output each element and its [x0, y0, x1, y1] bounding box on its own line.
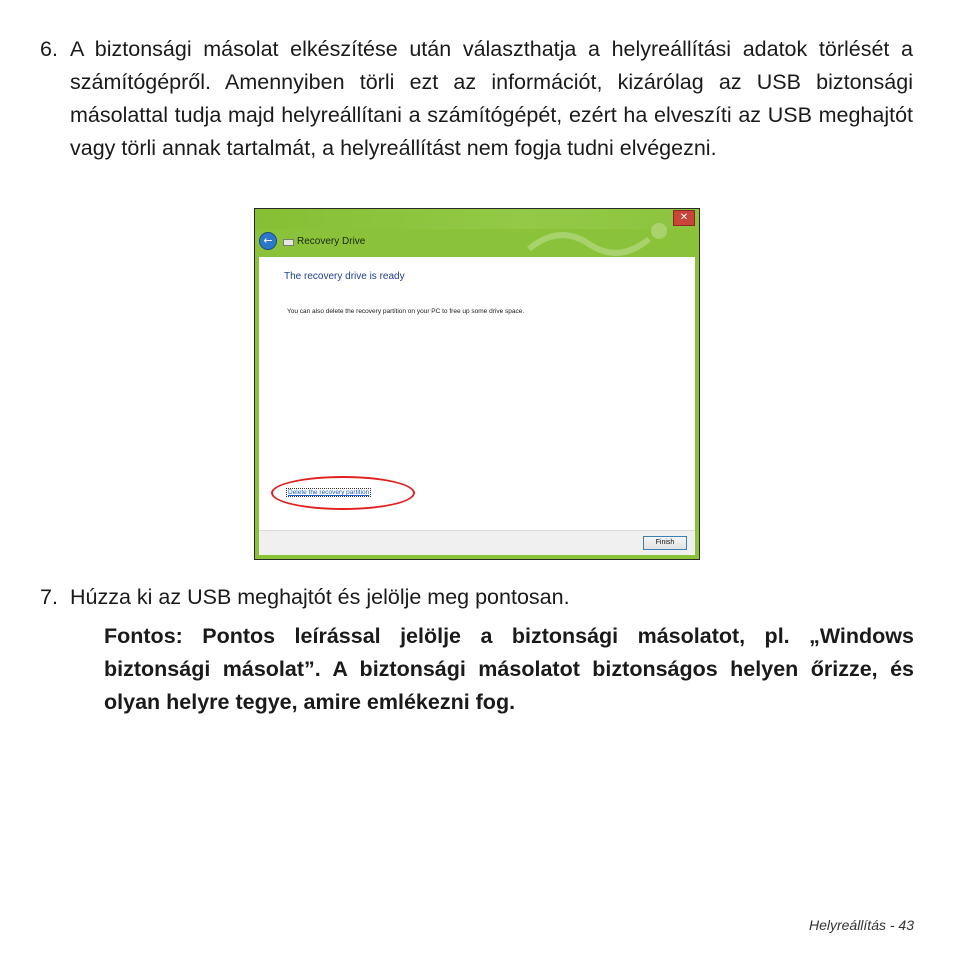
- dialog-body: [259, 257, 695, 531]
- finish-button[interactable]: Finish: [643, 536, 687, 550]
- step-6-number: 6.: [40, 37, 58, 61]
- delete-recovery-partition-link[interactable]: Delete the recovery partition: [288, 489, 370, 496]
- dialog-info-text: You can also delete the recovery partition on your PC to free up some drive space.: [287, 308, 525, 315]
- step-6-paragraph: A biztonsági másolat elkészítése után választhatja a helyreállítási adatok törlését a számítógépről. Amennyiben törli ezt az információt, kizárólag az USB biztonsági másolattal tudja majd helyreállítani a számítógépét, ezért ha elveszíti az USB meghajtót vagy törli annak tartalmát, a helyreállítást nem fogja tudni elvégezni.: [70, 37, 913, 160]
- drive-icon: [283, 239, 294, 246]
- dialog-heading: The recovery drive is ready: [284, 271, 405, 282]
- page-footer: Helyreállítás - 43: [808, 917, 914, 933]
- dialog-title: Recovery Drive: [297, 236, 366, 247]
- recovery-drive-screenshot: [254, 208, 700, 560]
- important-note: Fontos: Pontos leírással jelölje a biztonsági másolatot, pl. „Windows biztonsági másolat”. A biztonsági másolatot biztonságos helyen őrizze, és olyan helyre tegye, amire emlékezni fog.: [104, 624, 914, 714]
- back-arrow-icon[interactable]: ←: [259, 232, 277, 250]
- step-7-paragraph: Húzza ki az USB meghajtót és jelölje meg pontosan.: [70, 585, 570, 609]
- step-7-number: 7.: [40, 585, 58, 609]
- close-button[interactable]: ✕: [673, 210, 695, 226]
- dialog-footer: [259, 530, 695, 555]
